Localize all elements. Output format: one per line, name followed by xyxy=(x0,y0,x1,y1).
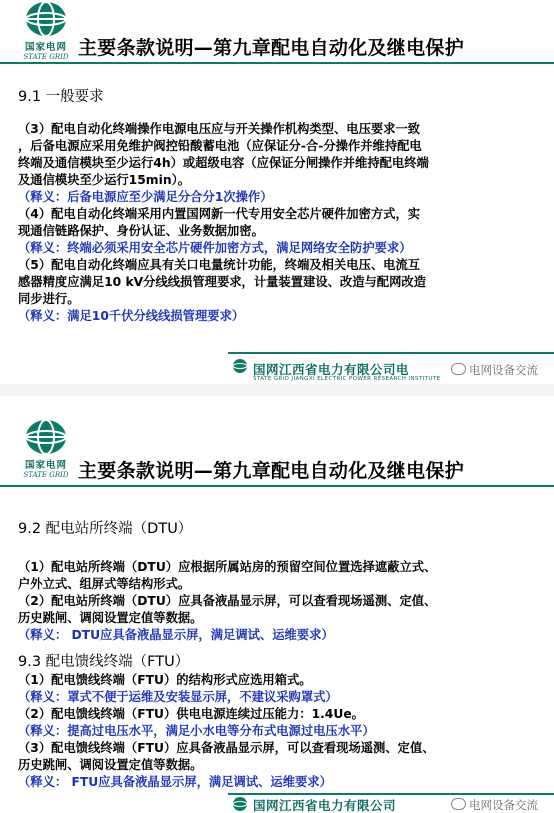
wechat-icon xyxy=(451,363,466,375)
slide-1 xyxy=(0,0,554,384)
clause-text xyxy=(18,121,542,325)
text-line: 及通信模块至少运行15min）。 xyxy=(18,173,191,187)
text-line: 感器精度应满足10 kV分线线损管理要求，计量装置建设、改造与配网改造 xyxy=(18,275,426,289)
globe-logo-icon xyxy=(24,418,68,456)
logo-text-cn: 国家电网 xyxy=(24,42,67,53)
section-heading: 9.1 一般要求 xyxy=(18,89,104,105)
section-heading: 9.2 配电站所终端（DTU） xyxy=(18,521,193,537)
watermark-text: 电网设备交流 xyxy=(469,798,538,812)
note-line: （释义：满足10千伏分线线损管理要求） xyxy=(18,309,245,323)
text-line: （5）配电自动化终端应具有关口电量统计功能，终端及相关电压、电流互 xyxy=(18,258,421,272)
footer-logo-icon xyxy=(232,796,248,812)
note-line: （释义：终端必须采用安全芯片硬件加密方式，满足网络安全防护要求） xyxy=(18,241,412,255)
text-line: （3）配电自动化终端操作电源电压应与开关操作机构类型、电压要求一致 xyxy=(18,122,421,136)
note-line: （释义： FTU应具备液晶显示屏，满足调试、运维要求） xyxy=(18,775,332,789)
note-line: （释义：后备电源应至少满足分合分1次操作） xyxy=(18,190,273,204)
text-line: （1）配电站所终端（DTU）应根据所属站房的预留空间位置选择遮蔽立式、 xyxy=(18,560,437,574)
text-line: ，后备电源应采用免维护阀控铅酸蓄电池（应保证分-合-分操作并维持配电 xyxy=(18,139,422,153)
footer-company-en: STATE GRID JIANGXI ELECTRIC POWER RESEARCH INSTITUTE xyxy=(253,376,441,382)
state-grid-logo xyxy=(14,418,78,479)
slide-title: 主要条款说明—第九章配电自动化及继电保护 xyxy=(78,460,465,482)
section-heading: 9.3 配电馈线终端（FTU） xyxy=(18,654,190,670)
title-divider xyxy=(0,62,554,64)
text-line: 历史跳闸、调阅设置定值等数据。 xyxy=(18,611,203,625)
watermark xyxy=(451,797,538,813)
footer-divider xyxy=(228,352,554,354)
text-line: （3）配电馈线终端（FTU）应具备液晶显示屏，可以查看现场遥测、定值、 xyxy=(18,741,435,755)
watermark-text: 电网设备交流 xyxy=(469,363,538,377)
slide-title: 主要条款说明—第九章配电自动化及继电保护 xyxy=(78,37,465,59)
slide-2 xyxy=(0,396,554,813)
note-line: （释义：提高过电压水平，满足小水电等分布式电源过电压水平） xyxy=(18,724,375,738)
logo-text-en: STATE GRID xyxy=(23,471,69,479)
text-line: 户外立式、组屏式等结构形式。 xyxy=(18,577,191,591)
logo-text-en: STATE GRID xyxy=(23,53,69,61)
text-line: 历史跳闸、调阅设置定值等数据。 xyxy=(18,758,203,772)
watermark xyxy=(451,362,538,378)
footer-company-name: 国网江西省电力有限公司 xyxy=(253,798,397,813)
title-divider xyxy=(0,485,554,487)
wechat-icon xyxy=(451,798,466,810)
state-grid-logo xyxy=(14,0,78,61)
text-line: 终端及通信模块至少运行4h）或超级电容（应保证分闸操作并维持配电终端 xyxy=(18,156,429,170)
text-line: （4）配电自动化终端采用内置国网新一代专用安全芯片硬件加密方式，实 xyxy=(18,207,421,221)
clause-text xyxy=(18,559,542,644)
logo-text-cn: 国家电网 xyxy=(24,460,67,471)
footer-logo-icon xyxy=(232,358,248,374)
footer-divider xyxy=(228,793,554,795)
note-line: （释义：罩式不便于运维及安装显示屏，不建议采购罩式） xyxy=(18,690,338,704)
note-line: （释义： DTU应具备液晶显示屏，满足调试、运维要求） xyxy=(18,628,334,642)
text-line: （1）配电馈线终端（FTU）的结构形式应选用箱式。 xyxy=(18,673,312,687)
globe-logo-icon xyxy=(24,0,68,38)
text-line: 现通信链路保护、身份认证、业务数据加密。 xyxy=(18,224,264,238)
text-line: （2）配电馈线终端（FTU）供电电源连续过压能力：1.4Ue。 xyxy=(18,707,364,721)
text-line: 同步进行。 xyxy=(18,292,80,306)
clause-text xyxy=(18,672,542,791)
footer-company-name: 国网江西省电力有限公司电 xyxy=(253,362,410,377)
text-line: （2）配电站所终端（DTU）应具备液晶显示屏，可以查看现场遥测、定值、 xyxy=(18,594,437,608)
slide-gap xyxy=(0,384,554,396)
